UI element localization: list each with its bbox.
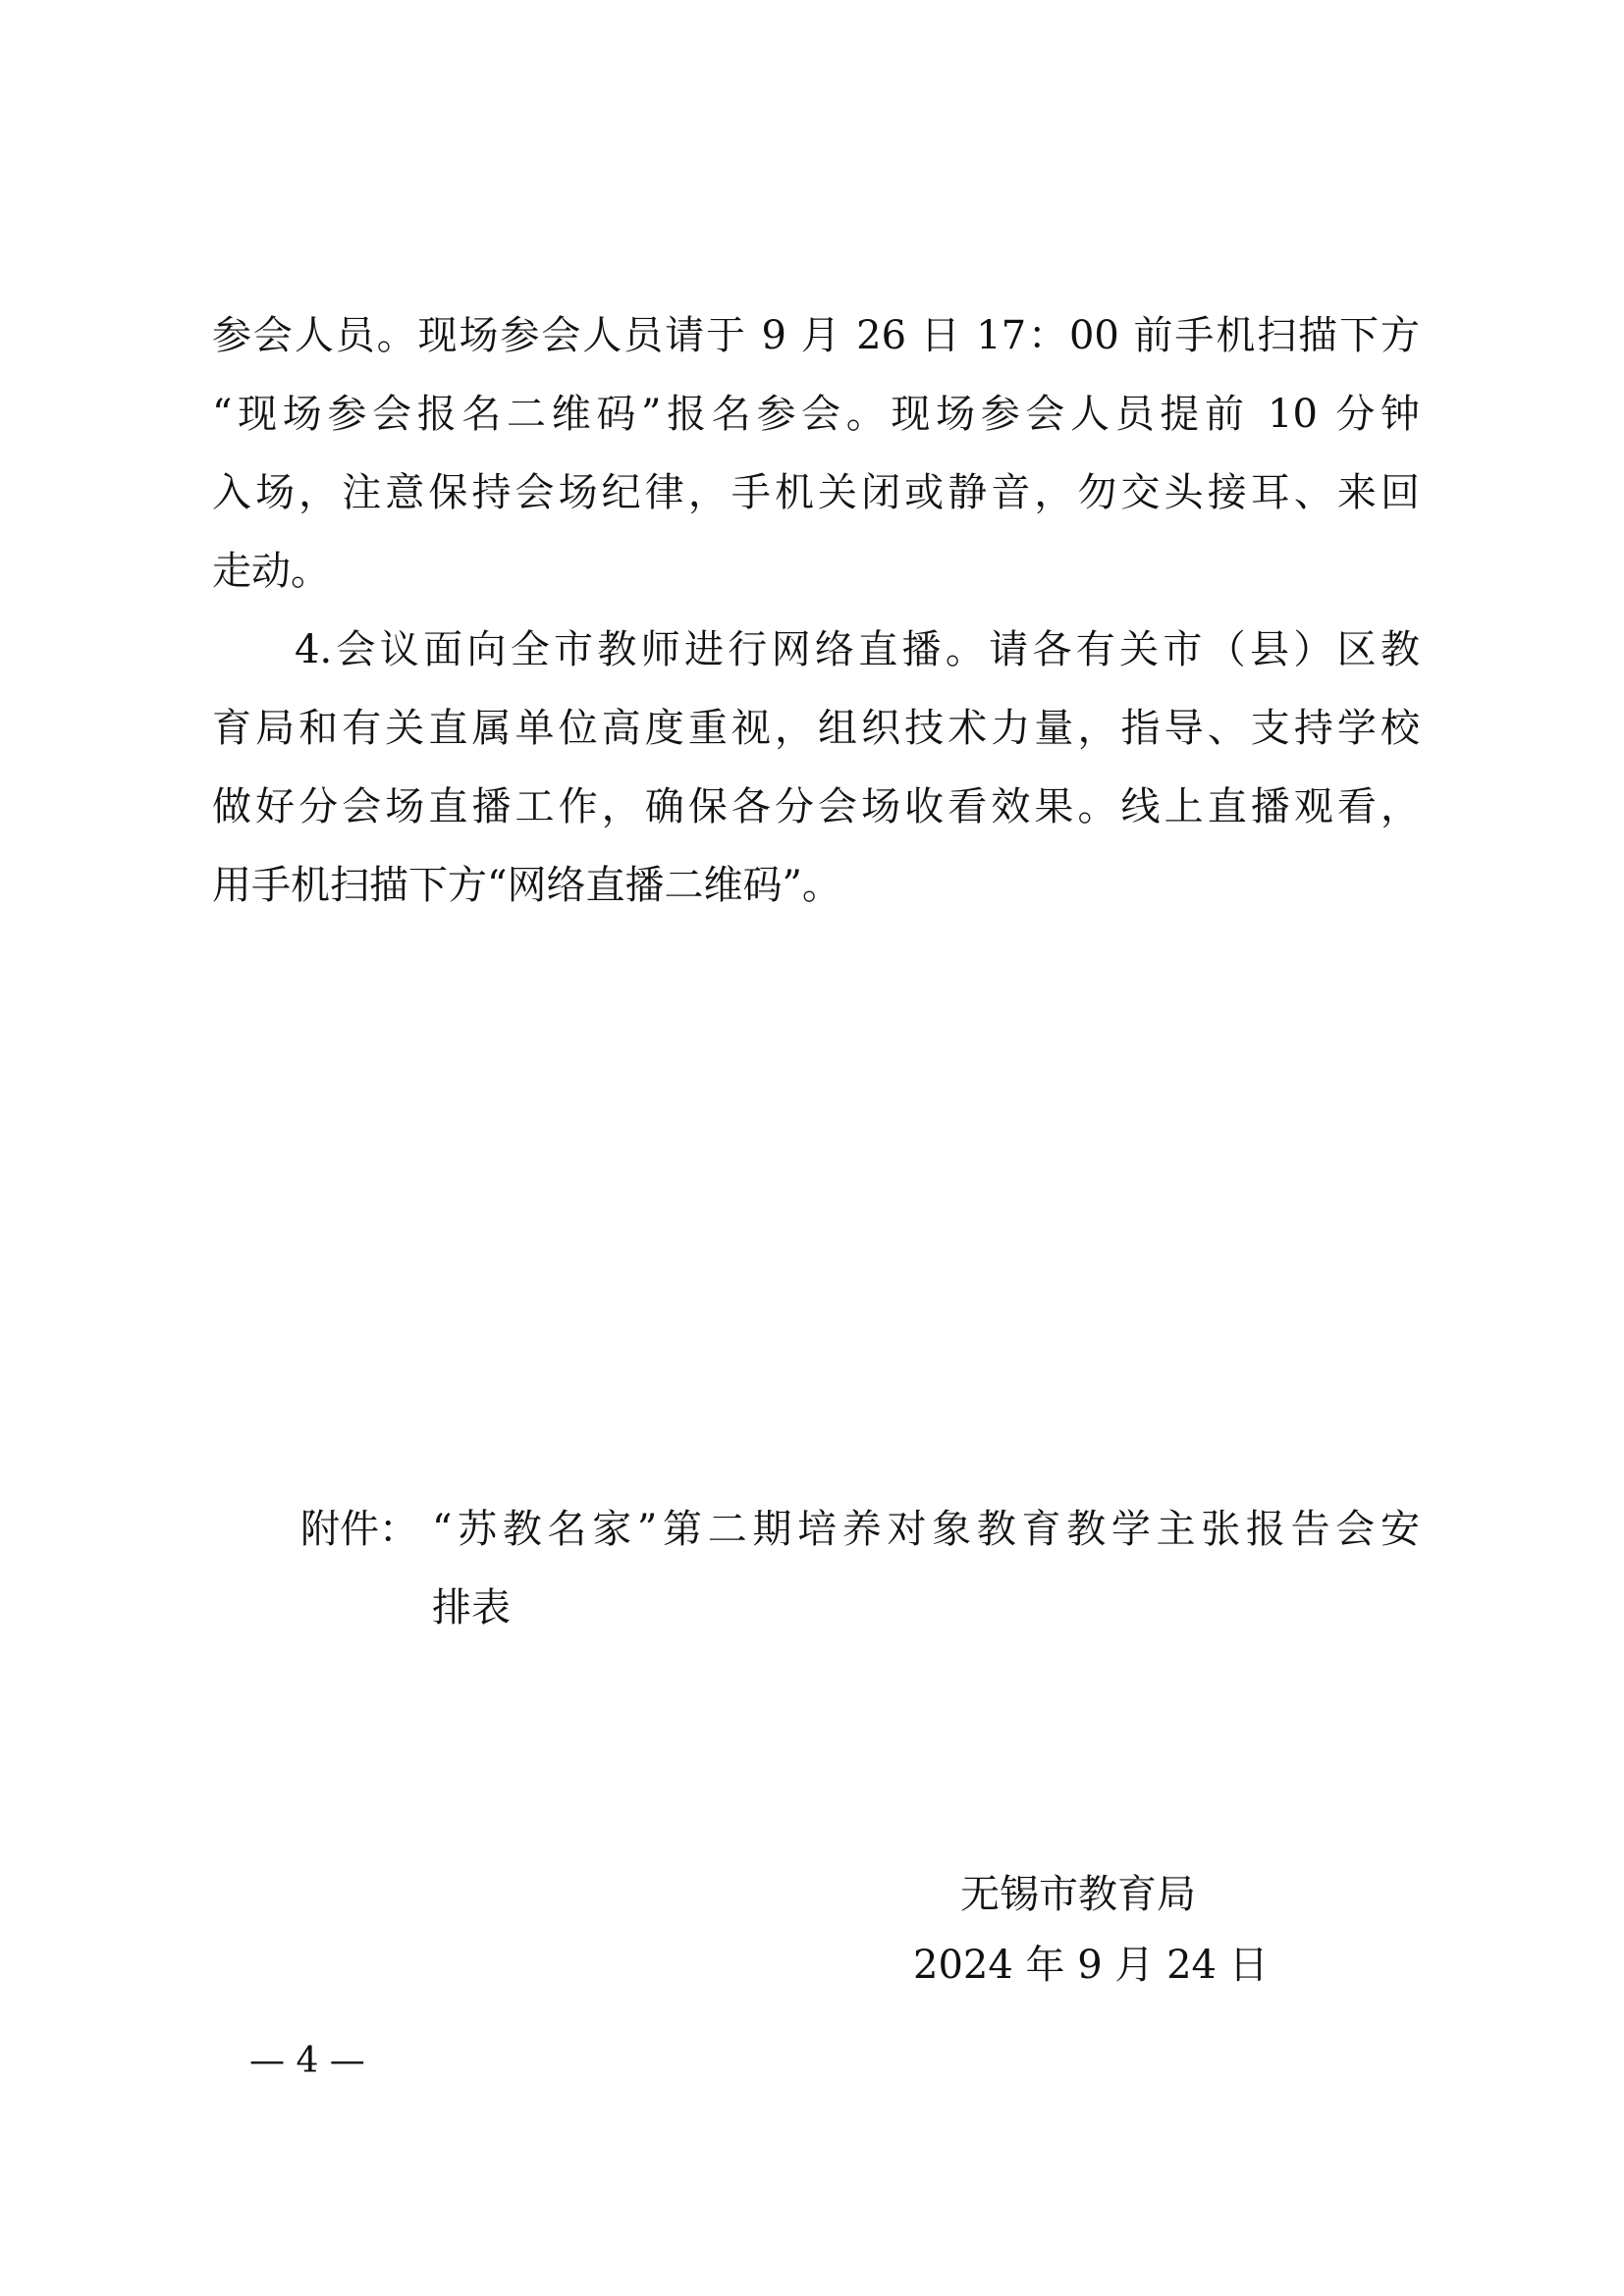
signature-date: 2024 年 9 月 24 日 xyxy=(913,1943,1269,1988)
body-line-3: 入场，注意保持会场纪律，手机关闭或静音，勿交头接耳、来回 xyxy=(212,470,1420,515)
signature-organization: 无锡市教育局 xyxy=(960,1872,1196,1917)
attachment-label: 附件： xyxy=(300,1507,418,1552)
paragraph-4-line-1: 4.会议面向全市教师进行网络直播。请各有关市（县）区教 xyxy=(295,627,1420,672)
paragraph-4-line-4: 用手机扫描下方“网络直播二维码”。 xyxy=(212,863,841,908)
body-line-4: 走动。 xyxy=(212,549,330,594)
attachment-title-line-1: “苏教名家”第二期培养对象教育教学主张报告会安 xyxy=(432,1507,1420,1552)
body-line-2: “现场参会报名二维码”报名参会。现场参会人员提前 10 分钟 xyxy=(212,392,1420,437)
paragraph-4-line-3: 做好分会场直播工作，确保各分会场收看效果。线上直播观看， xyxy=(212,784,1420,829)
paragraph-4-line-2: 育局和有关直属单位高度重视，组织技术力量，指导、支持学校 xyxy=(212,706,1420,751)
attachment-title-line-2: 排表 xyxy=(432,1585,511,1630)
page-number: — 4 — xyxy=(249,2041,365,2081)
body-line-1: 参会人员。现场参会人员请于 9 月 26 日 17：00 前手机扫描下方 xyxy=(212,313,1420,358)
